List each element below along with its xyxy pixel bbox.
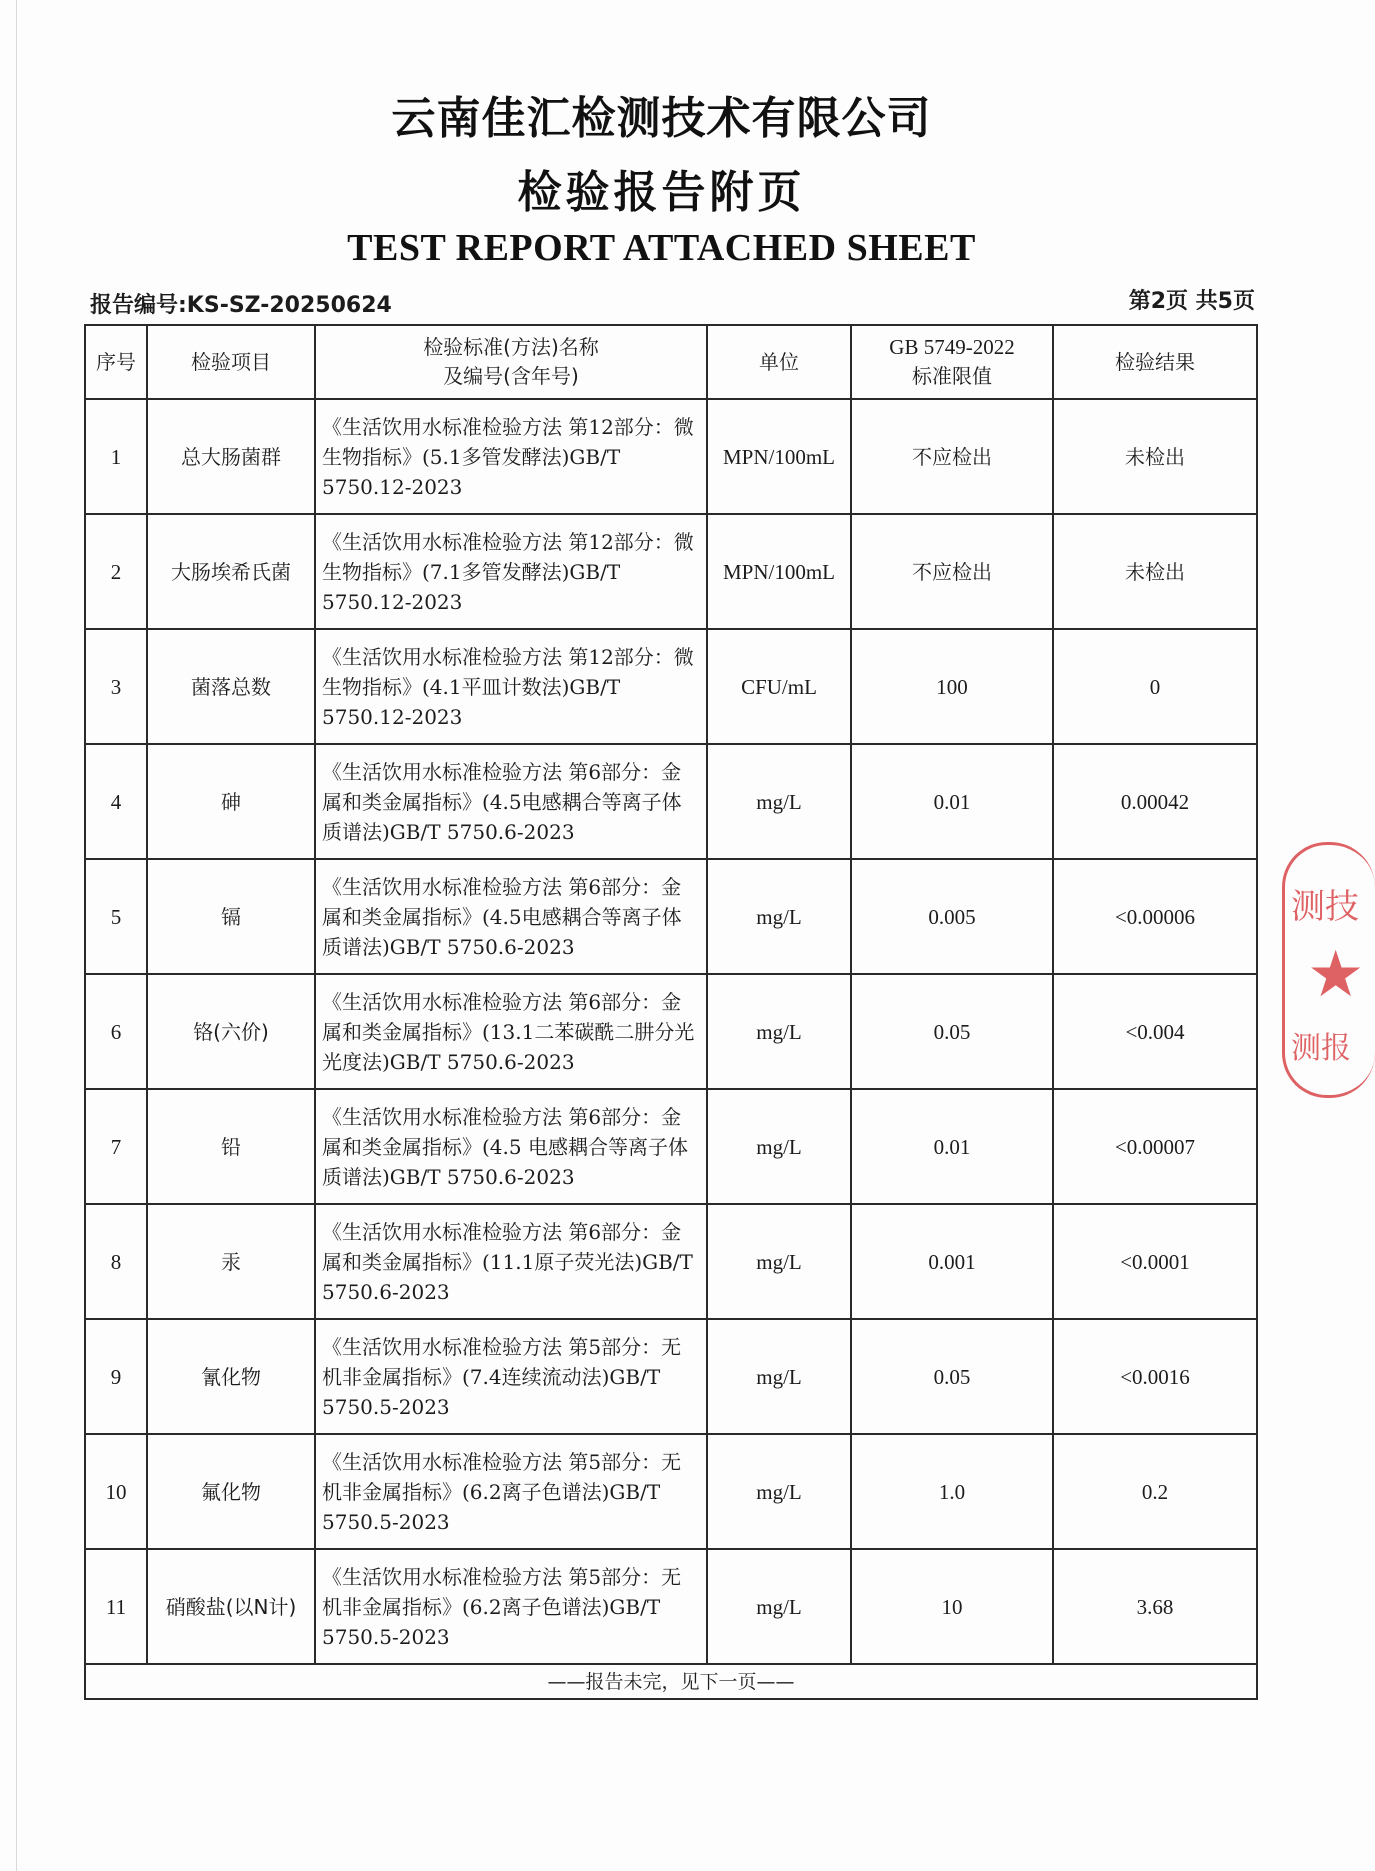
cell-index: 11 bbox=[85, 1549, 147, 1664]
cell-index: 5 bbox=[85, 859, 147, 974]
cell-item: 砷 bbox=[147, 744, 315, 859]
col-header-limit-line2: 标准限值 bbox=[912, 364, 992, 388]
table-row bbox=[85, 1089, 1257, 1204]
cell-limit: 0.01 bbox=[851, 1089, 1053, 1204]
cell-index: 3 bbox=[85, 629, 147, 744]
col-header-item: 检验项目 bbox=[147, 325, 315, 399]
cell-method: 《生活饮用水标准检验方法 第6部分：金属和类金属指标》(4.5电感耦合等离子体质谱法)GB/T 5750.6-2023 bbox=[315, 744, 707, 859]
results-table bbox=[84, 324, 1258, 1700]
cell-unit: MPN/100mL bbox=[707, 399, 851, 514]
cell-index: 4 bbox=[85, 744, 147, 859]
cell-item: 铬(六价) bbox=[147, 974, 315, 1089]
cell-result: 未检出 bbox=[1053, 514, 1257, 629]
table-row bbox=[85, 1549, 1257, 1664]
cell-result: <0.0016 bbox=[1053, 1319, 1257, 1434]
table-row bbox=[85, 744, 1257, 859]
cell-result: <0.00007 bbox=[1053, 1089, 1257, 1204]
cell-limit: 0.01 bbox=[851, 744, 1053, 859]
col-header-limit bbox=[851, 325, 1053, 399]
cell-index: 9 bbox=[85, 1319, 147, 1434]
cell-method: 《生活饮用水标准检验方法 第5部分：无机非金属指标》(6.2离子色谱法)GB/T 5750.5-2023 bbox=[315, 1434, 707, 1549]
cell-item: 氟化物 bbox=[147, 1434, 315, 1549]
cell-item: 铅 bbox=[147, 1089, 315, 1204]
table-row bbox=[85, 1434, 1257, 1549]
col-header-result: 检验结果 bbox=[1053, 325, 1257, 399]
cell-item: 硝酸盐(以N计) bbox=[147, 1549, 315, 1664]
cell-unit: mg/L bbox=[707, 1204, 851, 1319]
cell-index: 1 bbox=[85, 399, 147, 514]
cell-item: 镉 bbox=[147, 859, 315, 974]
cell-method: 《生活饮用水标准检验方法 第5部分：无机非金属指标》(6.2离子色谱法)GB/T 5750.5-2023 bbox=[315, 1549, 707, 1664]
company-name: 云南佳汇检测技术有限公司 bbox=[391, 93, 932, 144]
cell-limit: 10 bbox=[851, 1549, 1053, 1664]
cell-unit: mg/L bbox=[707, 744, 851, 859]
cell-result: 0.2 bbox=[1053, 1434, 1257, 1549]
col-header-index: 序号 bbox=[85, 325, 147, 399]
cell-limit: 0.05 bbox=[851, 974, 1053, 1089]
seal-text-bottom: 测报 bbox=[1291, 1031, 1351, 1066]
cell-method: 《生活饮用水标准检验方法 第12部分：微生物指标》(4.1平皿计数法)GB/T 5750.12-2023 bbox=[315, 629, 707, 744]
cell-item: 总大肠菌群 bbox=[147, 399, 315, 514]
cell-item: 氰化物 bbox=[147, 1319, 315, 1434]
col-header-unit: 单位 bbox=[707, 325, 851, 399]
cell-method: 《生活饮用水标准检验方法 第12部分：微生物指标》(5.1多管发酵法)GB/T 5750.12-2023 bbox=[315, 399, 707, 514]
continuation-note: ——报告未完，见下一页—— bbox=[85, 1664, 1257, 1699]
cell-unit: mg/L bbox=[707, 1319, 851, 1434]
table-row bbox=[85, 859, 1257, 974]
table-row bbox=[85, 629, 1257, 744]
seal-text-top: 测技 bbox=[1291, 887, 1359, 927]
cell-item: 菌落总数 bbox=[147, 629, 315, 744]
cell-method: 《生活饮用水标准检验方法 第6部分：金属和类金属指标》(4.5电感耦合等离子体质谱法)GB/T 5750.6-2023 bbox=[315, 859, 707, 974]
cell-unit: CFU/mL bbox=[707, 629, 851, 744]
cell-unit: MPN/100mL bbox=[707, 514, 851, 629]
table-row bbox=[85, 514, 1257, 629]
cell-unit: mg/L bbox=[707, 1434, 851, 1549]
report-number: 报告编号:KS-SZ-20250624 bbox=[90, 293, 392, 318]
cell-index: 10 bbox=[85, 1434, 147, 1549]
table-row bbox=[85, 399, 1257, 514]
cell-limit: 0.05 bbox=[851, 1319, 1053, 1434]
cell-limit: 1.0 bbox=[851, 1434, 1053, 1549]
cell-method: 《生活饮用水标准检验方法 第6部分：金属和类金属指标》(4.5 电感耦合等离子体质谱法)GB/T 5750.6-2023 bbox=[315, 1089, 707, 1204]
cell-unit: mg/L bbox=[707, 859, 851, 974]
cell-index: 2 bbox=[85, 514, 147, 629]
cell-index: 7 bbox=[85, 1089, 147, 1204]
cell-result: <0.004 bbox=[1053, 974, 1257, 1089]
cell-unit: mg/L bbox=[707, 1549, 851, 1664]
document-title: 检验报告附页 bbox=[517, 167, 806, 218]
col-header-method-line1: 检验标准(方法)名称 bbox=[423, 335, 599, 359]
cell-index: 8 bbox=[85, 1204, 147, 1319]
cell-item: 汞 bbox=[147, 1204, 315, 1319]
seal-star-icon: ★ bbox=[1307, 938, 1365, 1012]
cell-result: 3.68 bbox=[1053, 1549, 1257, 1664]
cell-item: 大肠埃希氏菌 bbox=[147, 514, 315, 629]
cell-method: 《生活饮用水标准检验方法 第5部分：无机非金属指标》(7.4连续流动法)GB/T 5750.5-2023 bbox=[315, 1319, 707, 1434]
document-title-en: TEST REPORT ATTACHED SHEET bbox=[347, 227, 976, 269]
cell-result: <0.0001 bbox=[1053, 1204, 1257, 1319]
table-footer-row bbox=[85, 1664, 1257, 1699]
cell-result: <0.00006 bbox=[1053, 859, 1257, 974]
cell-index: 6 bbox=[85, 974, 147, 1089]
col-header-method-line2: 及编号(含年号) bbox=[443, 364, 579, 388]
col-header-limit-line1: GB 5749-2022 bbox=[889, 335, 1015, 359]
cell-limit: 不应检出 bbox=[851, 514, 1053, 629]
col-header-method bbox=[315, 325, 707, 399]
cell-limit: 不应检出 bbox=[851, 399, 1053, 514]
cell-result: 0 bbox=[1053, 629, 1257, 744]
page-indicator: 第2页 共5页 bbox=[1128, 289, 1255, 314]
cell-limit: 100 bbox=[851, 629, 1053, 744]
table-header-row bbox=[85, 325, 1257, 399]
cell-limit: 0.005 bbox=[851, 859, 1053, 974]
cell-limit: 0.001 bbox=[851, 1204, 1053, 1319]
table-row bbox=[85, 974, 1257, 1089]
cell-method: 《生活饮用水标准检验方法 第6部分：金属和类金属指标》(13.1二苯碳酰二肼分光光度法)GB/T 5750.6-2023 bbox=[315, 974, 707, 1089]
cell-method: 《生活饮用水标准检验方法 第12部分：微生物指标》(7.1多管发酵法)GB/T 5750.12-2023 bbox=[315, 514, 707, 629]
cell-result: 未检出 bbox=[1053, 399, 1257, 514]
table-row bbox=[85, 1319, 1257, 1434]
company-seal-stamp bbox=[1282, 842, 1375, 1098]
cell-result: 0.00042 bbox=[1053, 744, 1257, 859]
cell-method: 《生活饮用水标准检验方法 第6部分：金属和类金属指标》(11.1原子荧光法)GB/T 5750.6-2023 bbox=[315, 1204, 707, 1319]
table-row bbox=[85, 1204, 1257, 1319]
scan-edge-line bbox=[16, 0, 17, 1871]
cell-unit: mg/L bbox=[707, 974, 851, 1089]
cell-unit: mg/L bbox=[707, 1089, 851, 1204]
